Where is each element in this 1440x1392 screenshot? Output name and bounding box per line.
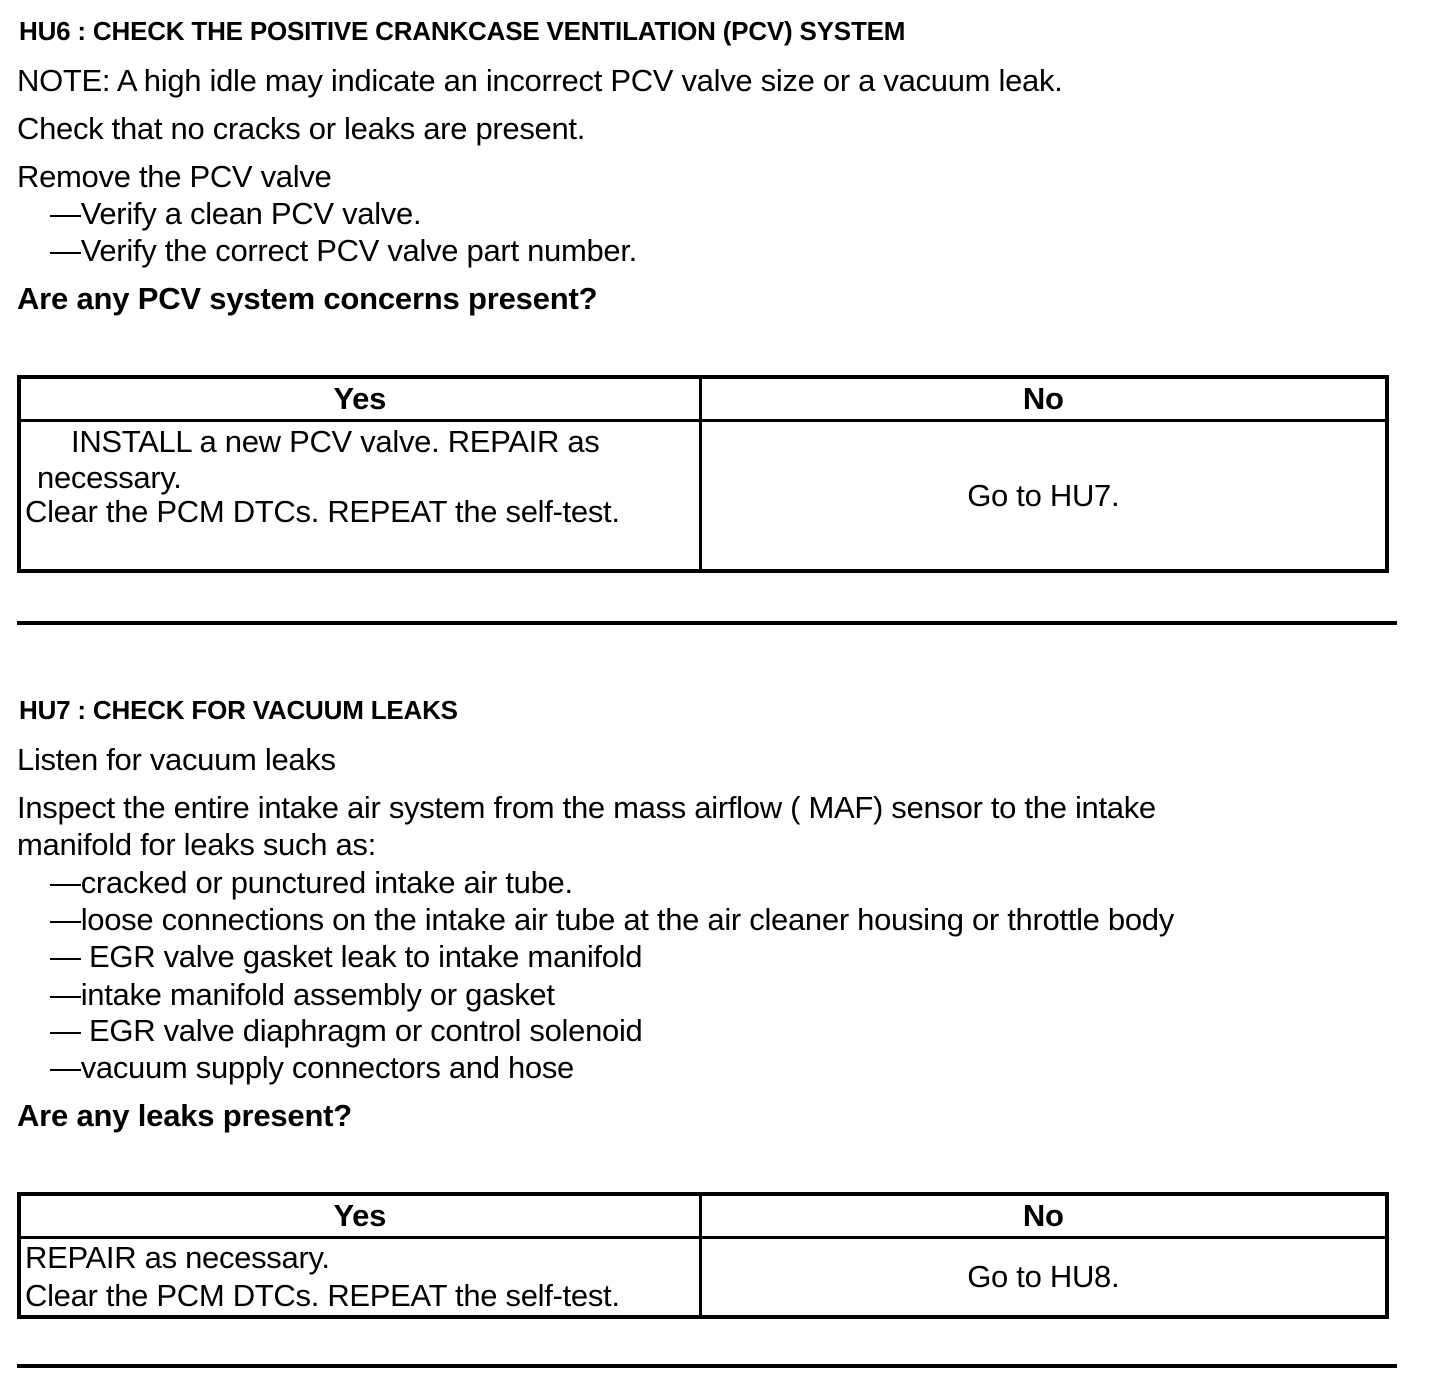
hu7-bullet-air-tube: —cracked or punctured intake air tube. <box>50 865 573 900</box>
hu6-remove-text: Remove the PCV valve <box>17 159 332 194</box>
hu6-check-text: Check that no cracks or leaks are present. <box>17 111 586 146</box>
hu7-yes-cell <box>19 1238 700 1318</box>
section-divider <box>17 621 1397 625</box>
hu6-decision-table <box>17 375 1389 573</box>
hu6-yes-cell <box>19 421 700 572</box>
hu7-yes-header: Yes <box>19 1194 700 1238</box>
table-row <box>19 421 1387 572</box>
table-row <box>19 1238 1387 1318</box>
hu6-question: Are any PCV system concerns present? <box>17 281 598 316</box>
hu7-no-header: No <box>700 1194 1387 1238</box>
hu6-yes-line-3: Clear the PCM DTCs. REPEAT the self-test. <box>25 494 620 529</box>
hu7-yes-line-1: REPAIR as necessary. <box>25 1240 330 1275</box>
hu7-bullet-vacuum-supply: —vacuum supply connectors and hose <box>50 1050 574 1085</box>
hu6-note: NOTE: A high idle may indicate an incorrect PCV valve size or a vacuum leak. <box>17 63 1063 98</box>
hu6-no-cell: Go to HU7. <box>700 421 1387 572</box>
hu7-bullet-intake-manifold: —intake manifold assembly or gasket <box>50 977 555 1012</box>
section-divider <box>17 1364 1397 1368</box>
hu6-heading: HU6 : CHECK THE POSITIVE CRANKCASE VENTILATION (PCV) SYSTEM <box>19 16 906 46</box>
table-header-row <box>19 377 1387 421</box>
hu6-no-header: No <box>700 377 1387 421</box>
hu7-heading: HU7 : CHECK FOR VACUUM LEAKS <box>19 695 458 725</box>
hu7-listen-text: Listen for vacuum leaks <box>17 742 336 777</box>
hu6-yes-line-1: INSTALL a new PCV valve. REPAIR as <box>71 424 600 459</box>
hu7-no-cell: Go to HU8. <box>700 1238 1387 1318</box>
hu7-inspect-line-2: manifold for leaks such as: <box>17 827 376 862</box>
table-header-row <box>19 1194 1387 1238</box>
hu7-bullet-egr-diaphragm: — EGR valve diaphragm or control solenoid <box>50 1013 643 1048</box>
hu6-yes-line-2: necessary. <box>37 460 182 495</box>
hu7-yes-line-2: Clear the PCM DTCs. REPEAT the self-test. <box>25 1278 620 1313</box>
hu6-yes-header: Yes <box>19 377 700 421</box>
hu7-decision-table <box>17 1192 1389 1319</box>
hu6-bullet-clean-valve: —Verify a clean PCV valve. <box>50 196 422 231</box>
hu6-bullet-part-number: —Verify the correct PCV valve part number. <box>50 233 637 268</box>
hu7-bullet-loose-connections: —loose connections on the intake air tube at the air cleaner housing or throttle body <box>50 902 1174 937</box>
hu7-question: Are any leaks present? <box>17 1098 353 1133</box>
hu7-bullet-egr-gasket: — EGR valve gasket leak to intake manifold <box>50 939 643 974</box>
hu7-inspect-line-1: Inspect the entire intake air system from the mass airflow ( MAF) sensor to the intake <box>17 790 1156 825</box>
